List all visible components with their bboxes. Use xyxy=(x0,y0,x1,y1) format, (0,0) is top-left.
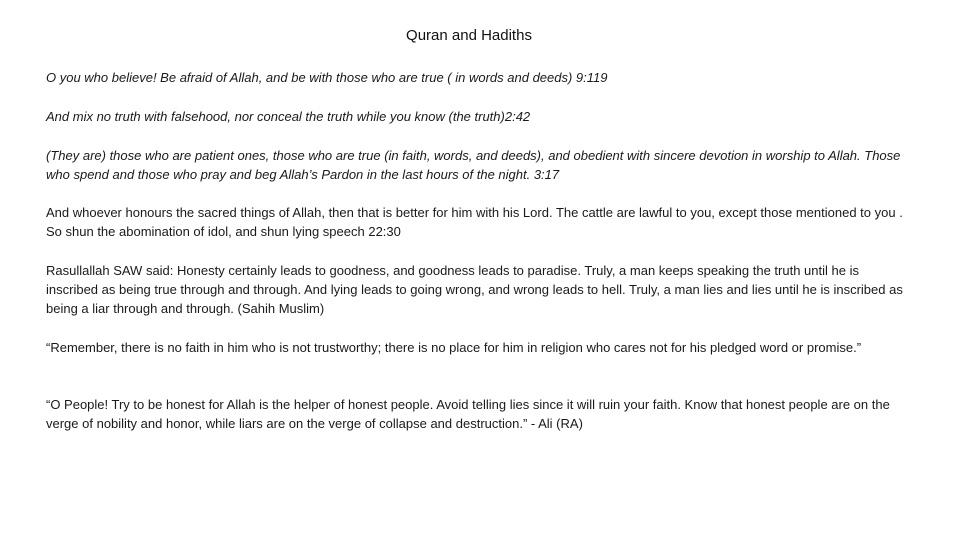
hadith-sahih-muslim: Rasullallah SAW said: Honesty certainly leads to goodness, and goodness leads to paradise. Truly, a man keeps speaking the truth until he is inscribed as being true through and through. And lying leads to going wrong, and wrong leads to hell. Truly, a man lies and lies until he is inscribed as being a liar through and through. (Sahih Muslim) xyxy=(46,263,903,316)
quote-trustworthiness: “Remember, there is no faith in him who is not trustworthy; there is no place for him in religion who cares not for his pledged word or promise.” xyxy=(46,340,862,355)
verse-22-30: And whoever honours the sacred things of Allah, then that is better for him with his Lord. The cattle are lawful to you, except those mentioned to you . So shun the abomination of idol, and shun lying speech 22:30 xyxy=(46,205,903,239)
verse-9-119: O you who believe! Be afraid of Allah, and be with those who are true ( in words and deeds) 9:119 xyxy=(46,70,608,85)
verse-3-17: (They are) those who are patient ones, those who are true (in faith, words, and deeds), and obedient with sincere devotion in worship to Allah. Those who spend and those who pray and beg Allah’s Pardon in the last hours of the night. 3:17 xyxy=(46,148,901,182)
verse-2-42: And mix no truth with falsehood, nor conceal the truth while you know (the truth)2:42 xyxy=(46,109,531,124)
slide-title: Quran and Hadiths xyxy=(406,27,532,44)
quote-ali: “O People! Try to be honest for Allah is the helper of honest people. Avoid telling lies since it will ruin your faith. Know that honest people are on the verge of nobility and honor, while liars are on the verge of collapse and destruction.” - Ali (RA) xyxy=(46,397,890,431)
